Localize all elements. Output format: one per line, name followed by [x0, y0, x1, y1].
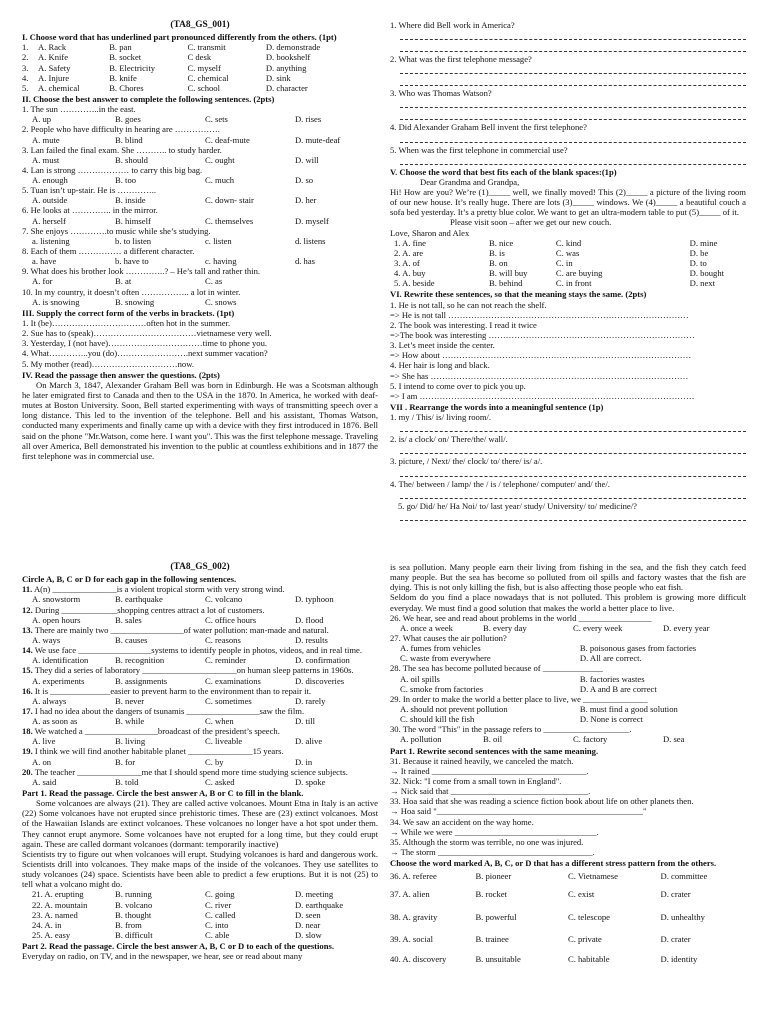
question-text: 7. She enjoys ………….to music while she’s studying.	[22, 225, 211, 236]
question-text: 14. We use face _________________systems to identify people in photos, videos, and in real time.	[22, 645, 362, 656]
option-row: 2. A. are B. is C. was D. be	[394, 247, 709, 258]
rewrite-line[interactable]: => I am ……………………………………………………………………………………	[390, 390, 695, 401]
question-text: 6. He looks at ………….. in the mirror.	[22, 205, 158, 216]
option-row: A. enough B. too C. much D. so	[32, 175, 314, 186]
option-row: 37. A. alien B. rocket C. exist D. crater	[390, 889, 691, 900]
rewrite-line: 5. I intend to come over to pick you up.	[390, 380, 526, 391]
option-row: 39. A. social B. trainee C. private D. crater	[390, 933, 691, 944]
verb-item: 5. My mother (read)…………………………now.	[22, 358, 195, 369]
rewrite-line: 2. The book was interesting. I read it twice	[390, 319, 537, 330]
reading-passage: Scientists try to figure out when volcanoes will erupt. Studying volcanoes is hard and dangerous work. Scientists drill into volcanoes. They make maps of the inside of the volcanoes. They use satellites to study volcanoes (24) space. Scientists have been able to predict a few eruptions. But it is not (25) to tell what a volcano might do.	[22, 848, 378, 890]
option-row: A. oil spills B. factories wastes C. smoke from factories D. A and B are correct	[400, 673, 657, 694]
option-row: A. outside B. inside C. down- stair D. her	[32, 195, 317, 206]
question-text: 13. There are mainly two _________________of water pollution: man-made and natural.	[22, 624, 329, 635]
verb-item: 3. Yesterday, I (not have)……………………………time to phone you.	[22, 338, 268, 349]
option-row: 5. A. beside B. behind C. in front D. next	[394, 278, 715, 289]
answer-line[interactable]	[400, 467, 746, 477]
rewrite-line[interactable]: → The storm ____________________________________.	[390, 846, 595, 857]
option-row: A. up B. goes C. sets D. rises	[32, 114, 322, 125]
reading-question: 5. When was the first telephone in commercial use?	[390, 144, 568, 155]
option-row: 4. A. Injure B. knife C. chemical D. sink	[22, 72, 291, 83]
option-row: 1. A. fine B. nice C. kind D. mine	[394, 237, 718, 248]
test-code: (TA8_GS_001)	[170, 20, 230, 30]
question-text: 28. The sea has become polluted because of ______________	[390, 663, 603, 674]
question-text: 11. A(n) _______________is a violent tropical storm with very strong wind.	[22, 584, 285, 595]
option-row: 23. A. named B. thought C. called D. seen	[32, 909, 321, 920]
reading-question: 1. Where did Bell work in America?	[390, 20, 515, 30]
option-row: 25. A. easy B. difficult C. able D. slow	[32, 930, 322, 941]
rewrite-line: 35. Although the storm was terrible, no one was injured.	[390, 836, 584, 847]
reading-passage: On March 3, 1847, Alexander Graham Bell was born in Edinburgh. He was a Scotsman although he later emigrated first to Canada and then to the USA in the 1870. In America, he worked with deaf-mutes at Boston University. Soon, Bell started experimenting with ways of transmitting speech over a long distance. This led to the invention of the telephone. Bell and his assistant, Thomas Watson, conducted many experiments and finally came up with a device with they first introduced in 1876. Bell said on the phone "Mr.Watson, come here. I want you". This was the first telephone message. Traveling all over America, Bell demonstrated his invention to the public at countless exhibitions and in 1877 the first telephone was in commercial use.	[22, 379, 378, 461]
option-row: A. mute B. blind C. deaf-mute D. mute-deaf	[32, 134, 341, 145]
pronunciation-rows	[22, 42, 378, 93]
test2-right-column	[390, 562, 746, 964]
option-row: 3. A. Safety B. Electricity C. myself D. anything	[22, 62, 307, 73]
rewrite-line[interactable]: => She has ………………………………………………………………………………	[390, 370, 689, 381]
letter-signoff: Love, Sharon and Alex	[390, 227, 470, 238]
option-row: 5. A. chemical B. Chores C. school D. character	[22, 82, 308, 93]
answer-line[interactable]	[400, 30, 746, 40]
option-row: A. snowstorm B. earthquake C. volcano D. typhoon	[32, 594, 334, 605]
test1-right-column	[390, 20, 746, 523]
answer-line[interactable]	[400, 511, 746, 521]
option-row: A. herself B. himself C. themselves D. myself	[32, 215, 329, 226]
question-text: 27. What causes the air pollution?	[390, 632, 507, 643]
rearrange-item: 5. go/ Did/ he/ Ha Noi/ to/ last year/ study/ University/ to/ medicine/?	[398, 500, 637, 511]
section-heading: V. Choose the word that best fits each of the blank spaces:(1p)	[390, 166, 617, 177]
option-row: A. is snowing B. snowing C. snows	[32, 296, 237, 307]
verb-item: 2. Sue has to (speak)………………………………vietnamese very well.	[22, 328, 272, 339]
option-row: A. pollution B. oil C. factory D. sea	[400, 734, 685, 745]
rewrite-line: 3. Let’s meet inside the center.	[390, 340, 495, 351]
answer-line[interactable]	[400, 64, 746, 74]
answer-line[interactable]	[400, 133, 746, 143]
rewrite-line: 1. He is not tall, so he can not reach the shelf.	[390, 299, 547, 310]
section-heading: Circle A, B, C or D for each gap in the following sentences.	[22, 574, 237, 585]
option-row: 24. A. in B. from C. into D. near	[32, 919, 321, 930]
cloze-options	[390, 238, 746, 289]
rewrite-line: 33. Hoa said that she was reading a science fiction book about life on other planets then.	[390, 796, 694, 807]
option-row: 1. A. Rack B. pan C. transmit D. demonstrade	[22, 42, 321, 53]
question-text: 16. It is ______________easier to prevent harm to the environment than to repair it.	[22, 685, 312, 696]
question-text: 3. Lan failed the final exam. She ……….. to study harder.	[22, 144, 222, 155]
rewrite-line[interactable]: → While we were _________________________________.	[390, 826, 599, 837]
letter-closing: Please visit soon – after we get our new couch.	[450, 217, 612, 228]
section-heading: Choose the word marked A, B, C, or D that has a different stress pattern from the others.	[390, 858, 717, 869]
question-text: 1. The sun …………..in the east.	[22, 104, 136, 115]
option-row: a. have b. have to c. having d. has	[32, 256, 315, 267]
question-text: 4. Lan is strong ……………… to carry this big bag.	[22, 164, 203, 175]
option-row: A. once a week B. every day C. every week D. every year	[400, 622, 710, 633]
option-row: A. for B. at C. as	[32, 276, 223, 287]
section-heading: VI. Rewrite these sentences, so that the meaning stays the same. (2pts)	[390, 289, 647, 300]
question-text: 9. What does his brother look …………..? – He’s tall and rather thin.	[22, 266, 261, 277]
option-row: A. live B. living C. liveable D. alive	[32, 736, 323, 747]
option-row: 22. A. mountain B. volcano C. river D. earthquake	[32, 899, 344, 910]
option-row: 36. A. referee B. pioneer C. Vietnamese D. committee	[390, 871, 708, 882]
question-text: 15. They did a series of laboratory ______________________on human sleep patterns in 1960s.	[22, 665, 354, 676]
option-row: A. experiments B. assignments C. examinations D. discoveries	[32, 675, 345, 686]
test1-left-column	[22, 20, 378, 461]
answer-line[interactable]	[400, 76, 746, 86]
rewrite-line[interactable]: => How about ……………………………………………………………………………	[390, 350, 692, 361]
option-row: 38. A. gravity B. powerful C. telescope D. unhealthy	[390, 911, 705, 922]
option-row: A. fumes from vehicles B. poisonous gases from factories C. waste from everywhere D. All are correct.	[400, 643, 697, 664]
option-row: A. should not prevent pollution B. must find a good solution C. should kill the fish D. None is correct	[400, 703, 678, 725]
option-row: 40. A. discovery B. unsuitable C. habitable D. identity	[390, 953, 698, 964]
rewrite-line: 32. Nick: "I come from a small town in England".	[390, 775, 562, 786]
rearrange-item: 4. The/ between / lamp/ the / is / telephone/ computer/ and/ the/.	[390, 478, 610, 489]
question-text: 10. In my country, it doesn’t often …………….. a lot in winter.	[22, 286, 241, 297]
test-code: (TA8_GS_002)	[170, 562, 230, 572]
option-row: 3. A. of B. on C. in D. to	[394, 257, 707, 268]
verb-item: 4. What…………..you (do)…………………….next summer vacation?	[22, 348, 268, 359]
question-text: 2. People who have difficulty in hearing are …………….	[22, 124, 220, 135]
question-text: 8. Each of them …………… a different character.	[22, 246, 195, 257]
reading-question: 3. Who was Thomas Watson?	[390, 88, 492, 99]
section-heading: I. Choose word that has underlined part pronounced differently from the others. (1pt)	[22, 32, 337, 43]
question-text: 20. The teacher _______________me that I should spend more time studying science subjects.	[22, 766, 348, 777]
rewrite-line[interactable]: → Hoa said "________________________________________________"	[390, 806, 647, 817]
option-row: A. as soon as B. while C. when D. till	[32, 716, 315, 727]
rearrange-item: 1. my / This/ is/ living room/.	[390, 412, 492, 423]
letter-body: Hi! How are you? We’re (1)_____ well, we finally moved! This (2)_____ a picture of the living room of our new house. It’s really huge. There are lots (3)_____ windows. We (4)_____ a beautiful couch a sofa bed yesterday. It’s a pretty blue color. We want to get an ultra-modern table to put (5)_____ of it.	[390, 186, 746, 218]
question-text: 12. During _____________shopping centres attract a lot of customers.	[22, 604, 265, 615]
section-heading: Part 2. Read the passage. Circle the best answer A, B, C or D to each of the questions.	[22, 941, 334, 952]
rewrite-line[interactable]: → Nick said that ________________________________.	[390, 786, 591, 797]
option-row: A. ways B. causes C. reasons D. results	[32, 634, 328, 645]
reading-passage: is sea pollution. Many people earn their living from fishing in the sea, and the fish they catch feed many people. But the sea has become so polluted from oil spills and factory wastes that the fish are dying. This is not only killing the fish, but is also affecting those people who eat fish.	[390, 562, 746, 593]
answer-line[interactable]	[400, 98, 746, 108]
reading-passage: Some volcanoes are always (21). They are called active volcanoes. Mount Etna in Italy is an active (22) Some volcanoes have not erupted since prehistoric times. These are (23) extinct volcanoes. Most of the Hawaiian Islands are extinct volcanoes. These volcanoes no longer have a hot spot under them. They cannot erupt anymore. Some volcanoes have not erupted for a long time, but they could erupt again. These are called dormant volcanoes (dormant: temporarily inactive)	[22, 798, 378, 849]
section-heading: II. Choose the best answer to complete the following sentences. (2pts)	[22, 93, 275, 104]
rewrite-line: 4. Her hair is long and black.	[390, 360, 490, 371]
section-heading: IV. Read the passage then answer the questions. (2pts)	[22, 369, 220, 380]
option-row: 21. A. erupting B. running C. going D. meeting	[32, 889, 334, 900]
rewrite-line: 31. Because it rained heavily, we canceled the match.	[390, 755, 574, 766]
test2-left-column	[22, 562, 378, 961]
option-row: A. said B. told C. asked D. spoke	[32, 776, 326, 787]
option-row: 4. A. buy B. will buy C. are buying D. bought	[394, 268, 725, 279]
reading-question: 2. What was the first telephone message?	[390, 54, 532, 65]
question-text: 18. We watched a _________________broadcast of the president’s speech.	[22, 726, 280, 737]
answer-line[interactable]	[400, 422, 746, 432]
question-text: 29. In order to make the world a better place to live, we _______________	[390, 693, 648, 704]
option-row: A. open hours B. sales C. office hours D. flood	[32, 614, 324, 625]
letter-salutation: Dear Grandma and Grandpa,	[420, 176, 520, 187]
question-text: 17. I had no idea about the dangers of tsunamis _________________saw the film.	[22, 705, 305, 716]
reading-passage: Seldom do you find a place nowadays that is not polluted. This problem is growing more difficult everyday. We must find a good solution that makes the world a better place to live.	[390, 592, 746, 613]
answer-line[interactable]	[400, 444, 746, 454]
reading-question: 4. Did Alexander Graham Bell invent the first telephone?	[390, 122, 587, 133]
rearrange-item: 2. is/ a clock/ on/ There/the/ wall/.	[390, 434, 508, 445]
question-text: 19. I think we will find another habitable planet _______________15 years.	[22, 746, 284, 757]
option-row: a. listening b. to listen c. listen d. listens	[32, 235, 326, 246]
section-heading: Part 1. Read the passage. Circle the best answer A, B or C to fill in the blank.	[22, 788, 304, 799]
rewrite-line[interactable]: => He is not tall …………………………………………………………………………	[390, 309, 689, 320]
rewrite-line: 34. We saw an accident on the way home.	[390, 816, 534, 827]
question-text: 30. The word "This" in the passage refers to ____________________.	[390, 724, 632, 735]
option-row: A. always B. never C. sometimes D. rarely	[32, 695, 326, 706]
rewrite-line[interactable]: =>The book was interesting ………………………………………………………………	[390, 329, 695, 340]
section-heading: Part 1. Rewrite second sentences with the same meaning.	[390, 745, 599, 756]
reading-passage: Everyday on radio, on TV, and in the newspaper, we hear, see or read about many	[22, 951, 303, 962]
option-row: A. on B. for C. by D. in	[32, 756, 313, 767]
mc-questions	[22, 104, 378, 307]
rewrite-line[interactable]: → It rained ____________________________________.	[390, 765, 589, 776]
question-text: 26. We hear, see and read about problems in the world _________________	[390, 612, 652, 623]
answer-line[interactable]	[400, 42, 746, 52]
option-row: A. must B. should C. ought D. will	[32, 154, 319, 165]
option-row: A. identification B. recognition C. reminder D. confirmation	[32, 655, 350, 666]
section-heading: III. Supply the correct form of the verbs in brackets. (1pt)	[22, 307, 235, 318]
option-row: 2. A. Knife B. socket C desk D. bookshelf	[22, 52, 311, 63]
answer-line[interactable]	[400, 110, 746, 120]
question-text: 5. Tuan isn’t up-stair. He is …………..	[22, 185, 157, 196]
verb-item: 1. It (be)……………………………often hot in the summer.	[22, 318, 231, 329]
answer-line[interactable]	[400, 155, 746, 165]
section-heading: VII . Rearrange the words into a meaningful sentence (1p)	[390, 401, 604, 412]
rearrange-item: 3. picture, / Next/ the/ clock/ to/ there/ is/ a/.	[390, 456, 543, 467]
answer-line[interactable]	[400, 489, 746, 499]
